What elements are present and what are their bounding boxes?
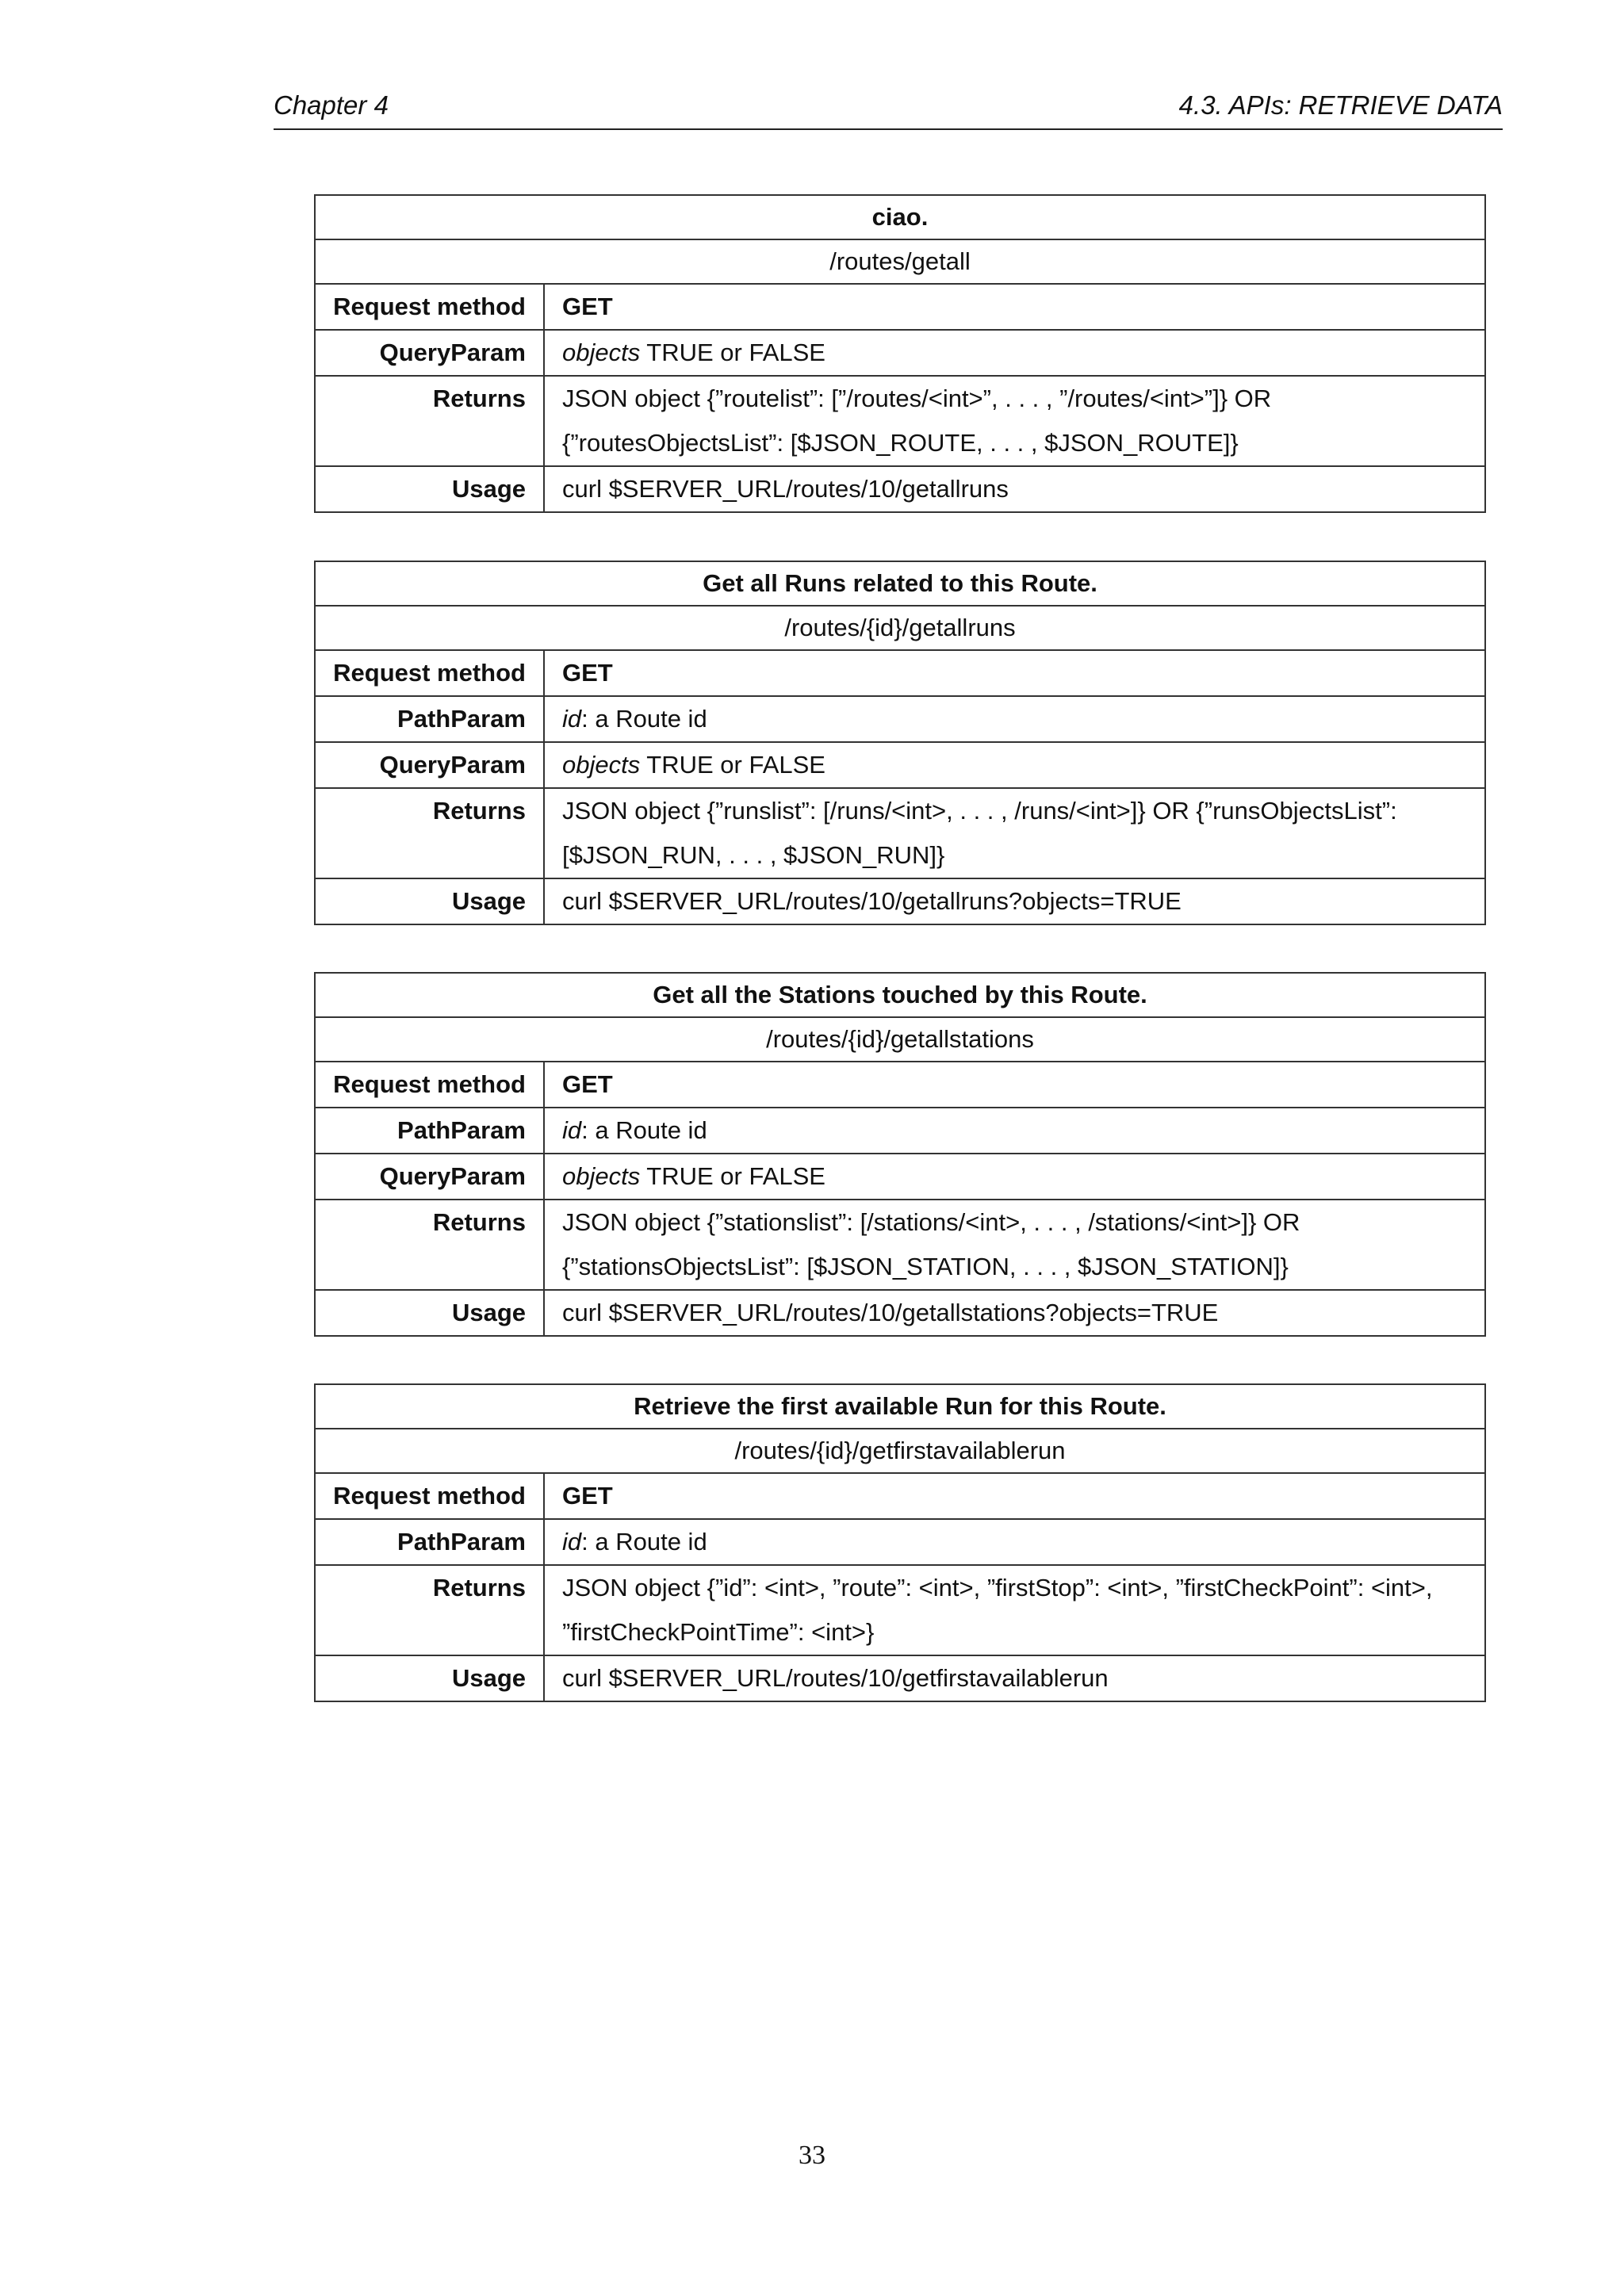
table-title: Get all Runs related to this Route. — [315, 561, 1485, 606]
path-param-label: PathParam — [315, 1519, 544, 1565]
returns-value: JSON object {”stationslist”: [/stations/<int>, . . . , /stations/<int>]} OR {”stationsObjectsList”: [$JSON_STATION, . . . , $JSON_STATION]} — [544, 1200, 1485, 1290]
path-param-name: id — [562, 705, 582, 733]
request-method-label: Request method — [315, 650, 544, 696]
path-param-label: PathParam — [315, 696, 544, 742]
path-param-name: id — [562, 1116, 582, 1144]
query-param-name: objects — [562, 751, 641, 779]
api-table-getallstations — [314, 972, 1486, 1337]
request-method-value: GET — [544, 284, 1485, 330]
usage-label: Usage — [315, 1290, 544, 1336]
query-param-label: QueryParam — [315, 1154, 544, 1200]
query-param-value — [544, 742, 1485, 788]
usage-value: curl $SERVER_URL/routes/10/getallruns — [544, 466, 1485, 512]
path-param-desc: : a Route id — [581, 1116, 707, 1144]
path-param-value — [544, 696, 1485, 742]
returns-value: JSON object {”routelist”: [”/routes/<int>”, . . . , ”/routes/<int>”]} OR {”routesObjectsList”: [$JSON_ROUTE, . . . , $JSON_ROUTE]} — [544, 376, 1485, 466]
running-header — [274, 89, 1503, 130]
usage-label: Usage — [315, 1655, 544, 1701]
query-param-value — [544, 330, 1485, 376]
returns-label: Returns — [315, 376, 544, 466]
returns-label: Returns — [315, 1565, 544, 1655]
endpoint-path: /routes/getall — [315, 239, 1485, 284]
endpoint-path: /routes/{id}/getallstations — [315, 1017, 1485, 1062]
usage-value: curl $SERVER_URL/routes/10/getallruns?objects=TRUE — [544, 878, 1485, 924]
request-method-label: Request method — [315, 1062, 544, 1108]
path-param-desc: : a Route id — [581, 1528, 707, 1556]
request-method-value: GET — [544, 1473, 1485, 1519]
request-method-value: GET — [544, 650, 1485, 696]
request-method-label: Request method — [315, 284, 544, 330]
api-table-getfirstavailablerun — [314, 1383, 1486, 1702]
table-title: Retrieve the first available Run for this Route. — [315, 1384, 1485, 1429]
endpoint-path: /routes/{id}/getfirstavailablerun — [315, 1429, 1485, 1473]
path-param-label: PathParam — [315, 1108, 544, 1154]
api-table-getallruns — [314, 561, 1486, 925]
query-param-name: objects — [562, 1162, 641, 1190]
table-title: ciao. — [315, 195, 1485, 239]
path-param-value — [544, 1108, 1485, 1154]
table-title: Get all the Stations touched by this Route. — [315, 973, 1485, 1017]
request-method-label: Request method — [315, 1473, 544, 1519]
usage-value: curl $SERVER_URL/routes/10/getfirstavailablerun — [544, 1655, 1485, 1701]
page-number: 33 — [799, 2141, 825, 2170]
path-param-desc: : a Route id — [581, 705, 707, 733]
api-table-getall — [314, 194, 1486, 513]
returns-value: JSON object {”runslist”: [/runs/<int>, . . . , /runs/<int>]} OR {”runsObjectsList”: [$JSON_RUN, . . . , $JSON_RUN]} — [544, 788, 1485, 878]
section-label: 4.3. APIs: RETRIEVE DATA — [1178, 90, 1503, 120]
chapter-label: Chapter 4 — [274, 90, 389, 120]
query-param-label: QueryParam — [315, 330, 544, 376]
query-param-desc: TRUE or FALSE — [640, 1162, 825, 1190]
returns-label: Returns — [315, 788, 544, 878]
request-method-value: GET — [544, 1062, 1485, 1108]
usage-value: curl $SERVER_URL/routes/10/getallstations?objects=TRUE — [544, 1290, 1485, 1336]
path-param-value — [544, 1519, 1485, 1565]
query-param-desc: TRUE or FALSE — [640, 751, 825, 779]
query-param-label: QueryParam — [315, 742, 544, 788]
usage-label: Usage — [315, 466, 544, 512]
usage-label: Usage — [315, 878, 544, 924]
endpoint-path: /routes/{id}/getallruns — [315, 606, 1485, 650]
query-param-name: objects — [562, 339, 641, 366]
query-param-desc: TRUE or FALSE — [640, 339, 825, 366]
path-param-name: id — [562, 1528, 582, 1556]
returns-value: JSON object {”id”: <int>, ”route”: <int>, ”firstStop”: <int>, ”firstCheckPoint”: <int>, ”firstCheckPointTime”: <int>} — [544, 1565, 1485, 1655]
returns-label: Returns — [315, 1200, 544, 1290]
query-param-value — [544, 1154, 1485, 1200]
